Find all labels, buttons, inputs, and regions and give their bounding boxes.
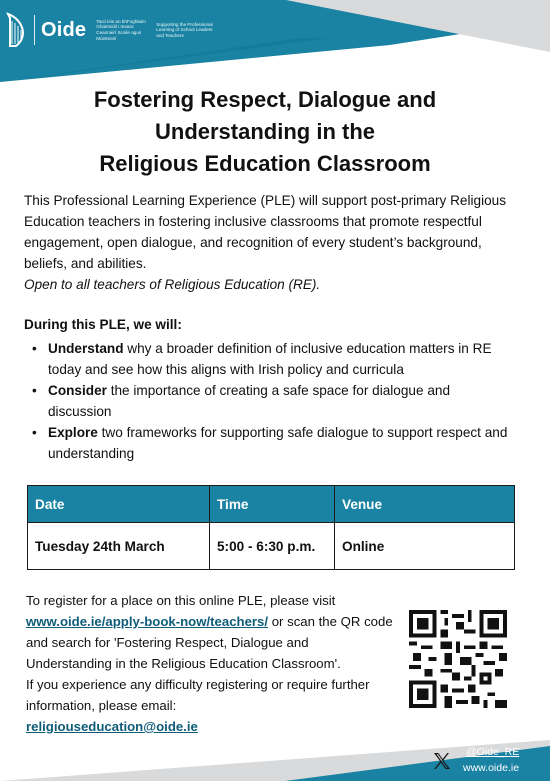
- objective-verb: Consider: [48, 383, 107, 398]
- register-text-2: or scan the QR code and search for 'Fostering Respect, Dialogue and Understanding in the Religious Education Classroom'.: [26, 614, 393, 671]
- registration-info: [26, 590, 396, 737]
- during-heading: During this PLE, we will:: [24, 317, 182, 332]
- objective-text: two frameworks for supporting safe dialogue to support respect and understanding: [48, 425, 508, 461]
- register-text-1: To register for a place on this online PLE, please visit: [26, 593, 336, 608]
- list-item: [24, 422, 514, 464]
- schedule-table: [27, 485, 515, 570]
- title-line-3: Religious Education Classroom: [99, 151, 431, 176]
- tagline-english: Supporting the Professional Learning of School Leaders and Teachers: [156, 21, 213, 38]
- title-line-1: Fostering Respect, Dialogue and: [93, 87, 437, 112]
- tagline-irish: Tacú leis an bhFoghlaim Ghairmiúil i measc Ceannairí Scoile agus Múinteoirí: [96, 18, 146, 41]
- harp-icon: [4, 12, 26, 48]
- brand-name: Oide: [41, 18, 87, 41]
- cell-time: 5:00 - 6:30 p.m.: [210, 523, 335, 570]
- objective-text: the importance of creating a safe space for dialogue and discussion: [48, 383, 451, 419]
- intro-text: This Professional Learning Experience (PLE) will support post-primary Religious Education teachers in fostering inclusive classrooms that promote respectful engagement, open dialogue, and recognition of every student’s background, beliefs, and abilities.: [24, 193, 507, 271]
- social-handle-link[interactable]: @Oide_RE: [466, 746, 520, 758]
- header-venue: Venue: [335, 486, 515, 523]
- page-title: [30, 84, 500, 180]
- header-time: Time: [210, 486, 335, 523]
- email-link[interactable]: religiouseducation@oide.ie: [26, 719, 198, 734]
- list-item: [24, 380, 514, 422]
- qr-code[interactable]: [409, 610, 507, 708]
- header-date: Date: [28, 486, 210, 523]
- objective-verb: Understand: [48, 341, 124, 356]
- objective-verb: Explore: [48, 425, 98, 440]
- register-text-3: If you experience any difficulty registering or require further information, please email:: [26, 677, 370, 713]
- registration-link[interactable]: www.oide.ie/apply-book-now/teachers/: [26, 614, 269, 629]
- logo-divider: [34, 15, 35, 45]
- intro-paragraph: [24, 190, 524, 295]
- title-line-2: Understanding in the: [155, 119, 375, 144]
- list-item: [24, 338, 514, 380]
- cell-date: Tuesday 24th March: [28, 523, 210, 570]
- table-header-row: [28, 486, 515, 523]
- objectives-list: [24, 338, 514, 464]
- open-to-note: Open to all teachers of Religious Education (RE).: [24, 277, 321, 292]
- x-logo-icon[interactable]: [432, 751, 452, 771]
- cell-venue: Online: [335, 523, 515, 570]
- table-row: [28, 523, 515, 570]
- oide-logo[interactable]: [4, 12, 218, 48]
- objective-text: why a broader definition of inclusive education matters in RE today and see how this aligns with Irish policy and curricula: [48, 341, 492, 377]
- website-link[interactable]: www.oide.ie: [463, 762, 520, 774]
